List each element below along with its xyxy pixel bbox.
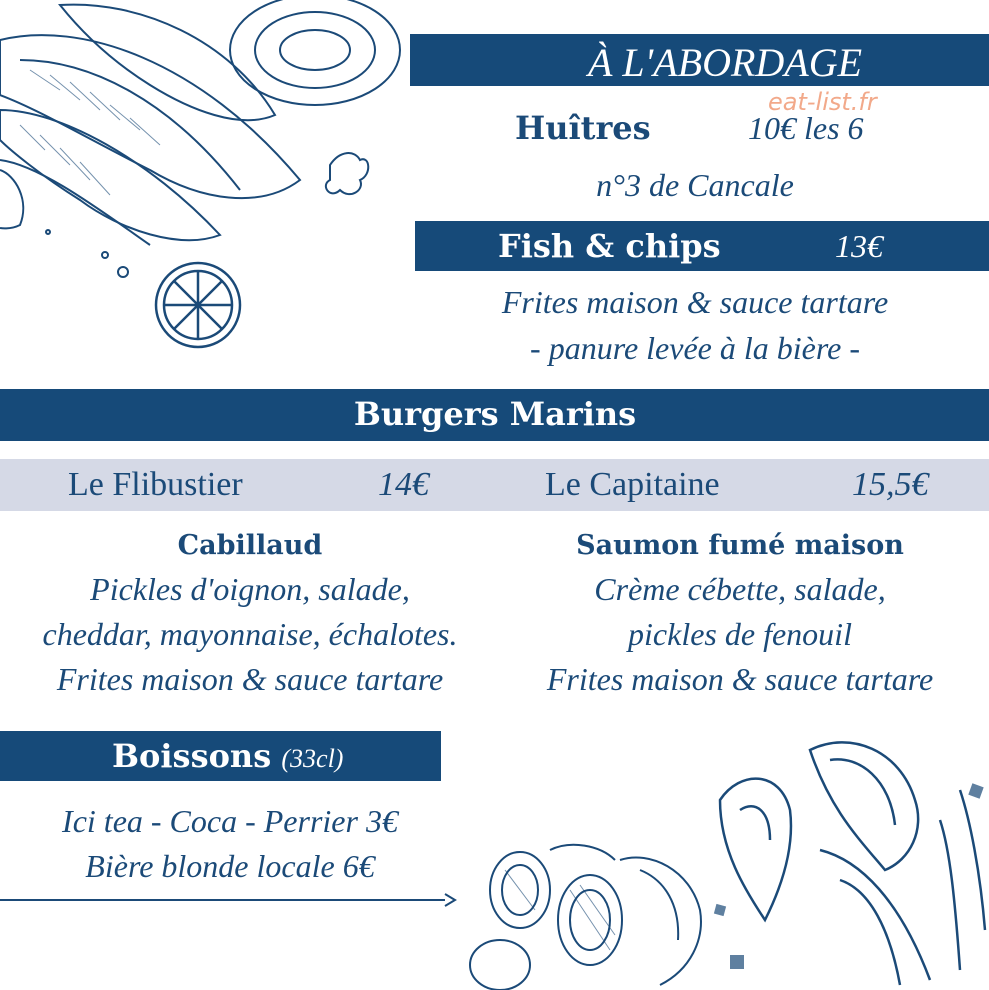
fish-description-2: - panure levée à la bière - xyxy=(530,330,860,366)
burger-2-name: Le Capitaine xyxy=(545,466,720,503)
burger-2-line-3: Frites maison & sauce tartare xyxy=(546,661,934,697)
lobster-illustration xyxy=(710,730,989,990)
huitres-price: 10€ les 6 xyxy=(748,110,864,146)
burger-1-line-2: cheddar, mayonnaise, échalotes. xyxy=(42,616,458,652)
fish-description-1: Frites maison & sauce tartare xyxy=(501,284,889,320)
burger-1-main: Cabillaud xyxy=(177,530,323,561)
huitres-description: n°3 de Cancale xyxy=(596,167,794,203)
fish-name: Fish & chips xyxy=(498,227,721,265)
divider-line xyxy=(0,890,460,910)
burger-1-line-3: Frites maison & sauce tartare xyxy=(56,661,444,697)
burger-2-main: Saumon fumé maison xyxy=(576,530,904,561)
boissons-line-1: Ici tea - Coca - Perrier 3€ xyxy=(62,803,398,839)
boissons-title: Boissons xyxy=(112,737,272,775)
burger-1-name: Le Flibustier xyxy=(68,466,243,503)
burger-1-line-1: Pickles d'oignon, salade, xyxy=(90,571,410,607)
burger-2-price: 15,5€ xyxy=(852,466,929,503)
boissons-volume: (33cl) xyxy=(281,744,344,773)
lemon-illustration xyxy=(150,255,250,355)
huitres-name: Huîtres xyxy=(515,109,651,147)
watermark: eat-list.fr xyxy=(768,88,877,116)
fish-price: 13€ xyxy=(835,228,883,264)
boissons-title-row xyxy=(112,736,343,779)
burger-2-line-2: pickles de fenouil xyxy=(628,616,852,652)
boissons-line-2: Bière blonde locale 6€ xyxy=(85,848,375,884)
burger-2-line-1: Crème cébette, salade, xyxy=(594,571,886,607)
burger-1-price: 14€ xyxy=(378,466,429,503)
page-title: À L'ABORDAGE xyxy=(587,40,863,85)
burgers-title: Burgers Marins xyxy=(353,395,637,433)
